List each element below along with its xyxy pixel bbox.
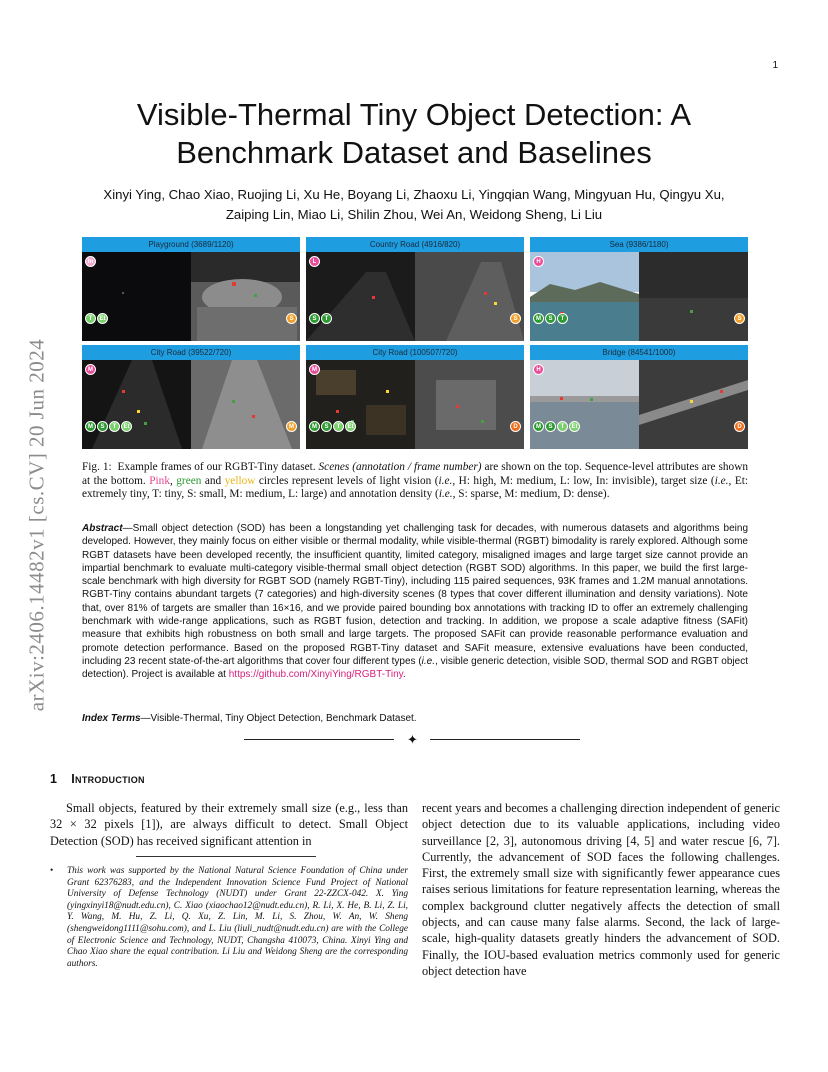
city-road-scene-image [82,360,300,449]
size-badge-s: S [545,313,556,324]
panel-header: Playground (3689/1120) [82,237,300,252]
density-badge: S [734,313,745,324]
caption-text: are shown on the top. Sequence-level attributes are shown at the bottom. [82,461,748,487]
caption-green-word: green [176,474,202,487]
intro-left-column: Small objects, featured by their extremely small size (e.g., less than 32 × 32 pixels [1]), are always difficult to detect. Small Object Detection (SOD) has received significant attention in [50,801,408,848]
size-badge-et: Et [569,421,580,432]
abstract-italic: i.e. [421,655,436,667]
size-badge-t: T [85,313,96,324]
arxiv-stamp [22,290,52,760]
divider-line-right [430,739,580,740]
divider-ornament-icon: ✦ [407,732,418,747]
playground-scene-image [82,252,300,341]
size-badge-s: S [321,421,332,432]
bridge-scene-image [530,360,748,449]
size-badge-m: M [309,421,320,432]
page-number: 1 [772,60,778,71]
abstract [82,522,748,682]
size-badge-t: T [333,421,344,432]
size-badge-t: T [109,421,120,432]
caption-text: S: sparse, M: medium, D: dense). [458,488,610,500]
caption-italic: i.e., [438,488,456,500]
intro-right-column: recent years and becomes a challenging direction independent of generic object detection due to its valuable applications, including video surveillance [2, 3], autonomous driving [4, 5] and water rescue [6, 7]. Currently, the advancement of SOD faces the following challenges. First, the extremely small size with significantly fewer appearance cues raises serious limitations for feature representation learning, whereas the complex background clutter negatively affects the detection of small objects, and can cause many false alarms. Second, the lack of large-scale, high-quality datasets greatly hinders the advancement of SOD. Finally, the IOU-based evaluation metrics commonly used for generic object detection have [422,801,780,978]
caption-text: Example frames of our RGBT-Tiny dataset. [117,461,316,473]
caption-text: circles represent levels of light vision ( [258,474,439,487]
caption-label: Fig. 1: [82,461,112,473]
size-badge-t: T [321,313,332,324]
abstract-text: —Small object detection (SOD) has been a longstanding yet challenging task for decades, with numerous datasets and algorithms being developed. However, they mainly focus on either visible or thermal modality, while visible-thermal (RGBT) bimodality is rarely explored. Although some RGBT datasets have been developed recently, the insufficient quantity, limited category, misaligned images and large target size cannot provide an impartial benchmark to evaluate multi-category visible-thermal small object detection (RGBT SOD) algorithms. In this paper, we build the first large-scale benchmark with high diversity for RGBT SOD (namely RGBT-Tiny), including 115 paired sequences, 93K frames and 1.2M manual annotations. RGBT-Tiny contains abundant targets (7 categories) and high-diversity scenes (8 types that cover different illumination and density variations). Note that, over 81% of targets are smaller than 16×16, and we provide paired bounding box annotations with tracking ID to offer an extremely challenging benchmark with wide-range applications, such as RGBT fusion, detection and tracking. In addition, we propose a scale adaptive fitness (SAFit) measure that exhibits high robustness on both small and large targets. The proposed SAFit can provide reasonable performance evaluation and promote detection performance. Based on the proposed RGBT-Tiny dataset and SAFit measure, extensive evaluations have been conducted, including 23 recent state-of-the-art algorithms that cover four different types ( [82,523,748,667]
abstract-text: , visible generic detection, visible SOD, thermal SOD and RGBT object detection). Project is available at [82,655,748,681]
light-badge: M [85,364,96,375]
country-road-scene-image [306,252,524,341]
size-badge-et: Et [345,421,356,432]
size-badge-s: S [545,421,556,432]
density-badge: D [734,421,745,432]
caption-text: and [204,474,222,487]
divider-line-left [244,739,394,740]
title-line-2: Benchmark Dataset and Baselines [176,135,652,170]
title-line-1: Visible-Thermal Tiny Object Detection: A [136,97,692,132]
light-badge: In [85,256,96,267]
panel-header: City Road (39522/720) [82,345,300,360]
size-badge-m: M [85,421,96,432]
panel-header: Bridge (84541/1000) [530,345,748,360]
footnote-text: This work was supported by the National Natural Science Foundation of China under Grant 62376283, and the Independent Innovation Science Fund Project of National University of Defense Technology (NUDT) under Grant 22-ZZCX-042. X. Ying (yingxinyi18@nudt.edu.cn), C. Xiao (xiaochao12@nudt.edu.cn), R. Li, X. He, B. Li, Z. Li, Y. Wang, M. Hu, Z. Li, Q. Xu, Z. Lin, M. Li, S. Zhou, W. An, W. Sheng (shengweidong1111@sohu.com), and L. Liu (liuli_nudt@nudt.edu.cn) are with the College of Electronic Science and Technology, NUDT, Changsha 410073, China. Xinyi Ying and Chao Xiao share the equal contribution. Li Liu and Weidong Sheng are the corresponding authors. [67,866,408,969]
size-badge-t: T [557,313,568,324]
figure-panel-city-road-1 [82,345,300,449]
sea-scene-image [530,252,748,341]
panel-header: Country Road (4916/820) [306,237,524,252]
density-badge: S [510,313,521,324]
size-badge-s: S [309,313,320,324]
section-divider [244,732,584,748]
light-badge: H [533,256,544,267]
density-badge: M [286,421,297,432]
footnote [50,866,408,970]
abstract-label: Abstract [82,523,123,534]
figure-panel-sea [530,237,748,341]
index-terms-text: —Visible-Thermal, Tiny Object Detection, Benchmark Dataset. [140,713,417,724]
index-terms [82,712,748,725]
section-title: Introduction [71,772,145,786]
caption-text: H: high, M: medium, L: low, In: invisible), target size ( [458,474,715,487]
caption-italic: i.e., [714,474,732,487]
caption-italic: i.e., [438,474,456,487]
panel-header: Sea (9386/1180) [530,237,748,252]
footnote-bullet: • [50,866,54,876]
caption-italic: Scenes (annotation / frame number) [318,461,482,473]
caption-yellow-word: yellow [224,474,256,487]
light-badge: H [533,364,544,375]
author-list [58,185,770,225]
density-badge: S [286,313,297,324]
figure-panel-city-road-2 [306,345,524,449]
authors-line-2: Zaiping Lin, Miao Li, Shilin Zhou, Wei An, Weidong Sheng, Li Liu [225,207,603,222]
size-badge-s: S [97,421,108,432]
index-terms-label: Index Terms [82,713,141,724]
city-road-night-scene-image [306,360,524,449]
project-link[interactable]: https://github.com/XinyiYing/RGBT-Tiny [228,669,403,681]
figure-panel-bridge [530,345,748,449]
size-badge-m: M [533,421,544,432]
density-badge: D [510,421,521,432]
paper-title [80,96,748,172]
figure-panel-country-road [306,237,524,341]
size-badge-t: T [557,421,568,432]
caption-text: Et: extremely tiny, T: tiny, S: small, M: medium, L: large) and annotation density ( [82,474,748,500]
figure-caption: Fig. 1: Example frames of our RGBT-Tiny dataset. Scenes (annotation / frame number) are shown on the top. Sequence-level attributes are shown at the bottom. Pink, green and yellow circles represent levels of light vision (i.e., H: high, M: medium, L: low, In: invisible), target size (i.e., Et: extremely tiny, T: tiny, S: small, M: medium, L: large) and annotation density (i.e., S: sparse, M: medium, D: dense). [82,461,748,500]
section-number: 1 [50,772,58,786]
authors-line-1: Xinyi Ying, Chao Xiao, Ruojing Li, Xu He, Boyang Li, Zhaoxu Li, Yingqian Wang, Mingyuan Hu, Qingyu Xu, [103,187,725,202]
light-badge: L [309,256,320,267]
panel-header: City Road (100507/720) [306,345,524,360]
figure-1 [82,237,748,451]
caption-pink-word: Pink [149,474,170,487]
size-badge-et: Et [97,313,108,324]
size-badge-m: M [533,313,544,324]
figure-panel-playground [82,237,300,341]
arxiv-stamp-text: arXiv:2406.14482v1 [cs.CV] 20 Jun 2024 [24,338,49,712]
size-badge-et: Et [121,421,132,432]
section-heading [50,772,145,786]
abstract-text: . [402,669,406,681]
footnote-rule [136,856,316,857]
light-badge: M [309,364,320,375]
